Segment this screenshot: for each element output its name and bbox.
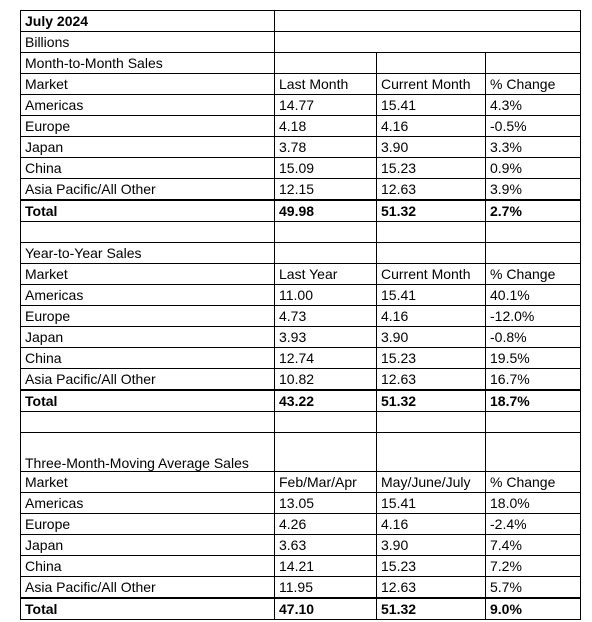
empty-cell <box>377 412 486 433</box>
empty-cell <box>377 222 486 243</box>
total-value: 51.32 <box>377 598 486 620</box>
value-cell: 3.78 <box>275 137 377 158</box>
total-value: 51.32 <box>377 200 486 222</box>
value-cell: 4.18 <box>275 116 377 137</box>
table-row <box>21 179 581 201</box>
value-cell: 5.7% <box>486 577 581 599</box>
table-row <box>21 95 581 116</box>
column-header-row <box>21 74 581 95</box>
value-cell: 7.4% <box>486 535 581 556</box>
column-header: % Change <box>486 472 581 493</box>
empty-cell <box>21 412 275 433</box>
empty-cell <box>275 412 377 433</box>
empty-cell <box>275 243 377 264</box>
value-cell: 15.23 <box>377 158 486 179</box>
value-cell: 3.90 <box>377 327 486 348</box>
table-row <box>21 535 581 556</box>
column-header: % Change <box>486 74 581 95</box>
value-cell: -12.0% <box>486 306 581 327</box>
value-cell: 10.82 <box>275 369 377 391</box>
empty-cell <box>486 433 581 472</box>
value-cell: 4.16 <box>377 116 486 137</box>
column-header: Market <box>21 74 275 95</box>
value-cell: 4.16 <box>377 514 486 535</box>
column-header: May/June/July <box>377 472 486 493</box>
value-cell: 15.23 <box>377 556 486 577</box>
empty-cell <box>275 222 377 243</box>
total-value: 43.22 <box>275 390 377 412</box>
empty-cell <box>377 243 486 264</box>
empty-cell <box>486 243 581 264</box>
spacer-row <box>21 222 581 243</box>
market-name: China <box>21 158 275 179</box>
market-name: Asia Pacific/All Other <box>21 369 275 391</box>
section-heading: Three-Month-Moving Average Sales <box>21 433 275 472</box>
market-name: China <box>21 348 275 369</box>
table-row <box>21 348 581 369</box>
section-heading: Year-to-Year Sales <box>21 243 275 264</box>
section-heading-row <box>21 243 581 264</box>
total-row <box>21 390 581 412</box>
market-name: Asia Pacific/All Other <box>21 577 275 599</box>
market-name: Americas <box>21 95 275 116</box>
empty-cell <box>21 222 275 243</box>
value-cell: 4.73 <box>275 306 377 327</box>
value-cell: 0.9% <box>486 158 581 179</box>
value-cell: 12.63 <box>377 179 486 201</box>
market-name: Americas <box>21 285 275 306</box>
section-heading-row <box>21 433 581 472</box>
empty-cell <box>275 433 377 472</box>
total-value: 51.32 <box>377 390 486 412</box>
table-row <box>21 306 581 327</box>
table-row <box>21 158 581 179</box>
value-cell: 16.7% <box>486 369 581 391</box>
empty-cell <box>486 412 581 433</box>
total-value: 2.7% <box>486 200 581 222</box>
total-value: 9.0% <box>486 598 581 620</box>
value-cell: -0.5% <box>486 116 581 137</box>
total-row <box>21 598 581 620</box>
value-cell: 18.0% <box>486 493 581 514</box>
value-cell: 15.09 <box>275 158 377 179</box>
value-cell: 13.05 <box>275 493 377 514</box>
spacer-row <box>21 412 581 433</box>
table-row <box>21 285 581 306</box>
value-cell: 12.15 <box>275 179 377 201</box>
market-name: Europe <box>21 514 275 535</box>
column-header: Market <box>21 472 275 493</box>
table-row <box>21 514 581 535</box>
empty-cell <box>275 32 581 53</box>
market-name: Japan <box>21 535 275 556</box>
total-value: 18.7% <box>486 390 581 412</box>
column-header: Last Year <box>275 264 377 285</box>
value-cell: 4.16 <box>377 306 486 327</box>
empty-cell <box>486 222 581 243</box>
value-cell: 15.41 <box>377 285 486 306</box>
value-cell: 3.3% <box>486 137 581 158</box>
table-row <box>21 137 581 158</box>
market-name: China <box>21 556 275 577</box>
value-cell: 12.63 <box>377 369 486 391</box>
value-cell: 15.41 <box>377 493 486 514</box>
value-cell: 14.77 <box>275 95 377 116</box>
value-cell: 12.74 <box>275 348 377 369</box>
value-cell: -0.8% <box>486 327 581 348</box>
value-cell: 3.90 <box>377 137 486 158</box>
value-cell: 3.90 <box>377 535 486 556</box>
table-row <box>21 556 581 577</box>
column-header: Current Month <box>377 264 486 285</box>
value-cell: 3.9% <box>486 179 581 201</box>
value-cell: 40.1% <box>486 285 581 306</box>
total-label: Total <box>21 200 275 222</box>
title-row <box>21 11 581 32</box>
empty-cell <box>275 11 581 32</box>
unit-label: Billions <box>21 32 275 53</box>
value-cell: 3.93 <box>275 327 377 348</box>
value-cell: 15.41 <box>377 95 486 116</box>
column-header-row <box>21 472 581 493</box>
empty-cell <box>377 433 486 472</box>
total-label: Total <box>21 598 275 620</box>
column-header: Last Month <box>275 74 377 95</box>
table-row <box>21 116 581 137</box>
empty-cell <box>275 53 377 74</box>
value-cell: -2.4% <box>486 514 581 535</box>
sales-table <box>20 10 581 620</box>
section-heading-row <box>21 53 581 74</box>
market-name: Americas <box>21 493 275 514</box>
table-row <box>21 327 581 348</box>
value-cell: 14.21 <box>275 556 377 577</box>
section-heading: Month-to-Month Sales <box>21 53 275 74</box>
column-header: % Change <box>486 264 581 285</box>
total-value: 49.98 <box>275 200 377 222</box>
market-name: Asia Pacific/All Other <box>21 179 275 201</box>
value-cell: 11.95 <box>275 577 377 599</box>
column-header-row <box>21 264 581 285</box>
empty-cell <box>486 53 581 74</box>
value-cell: 4.26 <box>275 514 377 535</box>
market-name: Europe <box>21 116 275 137</box>
column-header: Current Month <box>377 74 486 95</box>
value-cell: 7.2% <box>486 556 581 577</box>
value-cell: 4.3% <box>486 95 581 116</box>
value-cell: 11.00 <box>275 285 377 306</box>
unit-row <box>21 32 581 53</box>
value-cell: 3.63 <box>275 535 377 556</box>
value-cell: 19.5% <box>486 348 581 369</box>
value-cell: 12.63 <box>377 577 486 599</box>
table-row <box>21 577 581 599</box>
report-title: July 2024 <box>21 11 275 32</box>
total-row <box>21 200 581 222</box>
table-row <box>21 493 581 514</box>
column-header: Feb/Mar/Apr <box>275 472 377 493</box>
value-cell: 15.23 <box>377 348 486 369</box>
column-header: Market <box>21 264 275 285</box>
market-name: Europe <box>21 306 275 327</box>
market-name: Japan <box>21 137 275 158</box>
empty-cell <box>377 53 486 74</box>
total-value: 47.10 <box>275 598 377 620</box>
market-name: Japan <box>21 327 275 348</box>
table-row <box>21 369 581 391</box>
total-label: Total <box>21 390 275 412</box>
